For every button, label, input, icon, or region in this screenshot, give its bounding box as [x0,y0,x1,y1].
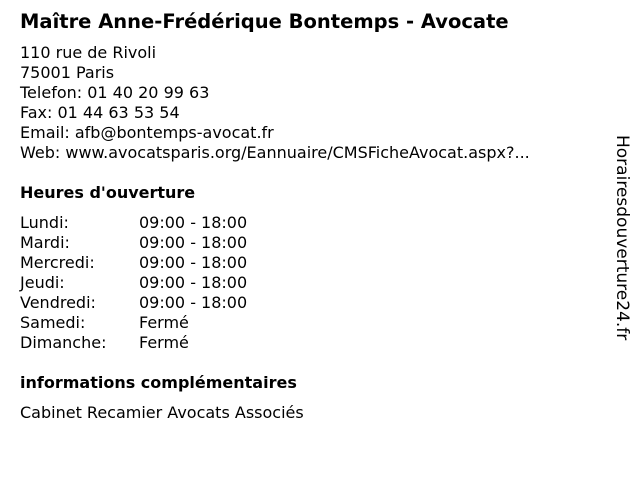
fax-number: Fax: 01 44 63 53 54 [20,103,180,122]
hours-value: 09:00 - 18:00 [139,273,248,292]
hours-value: 09:00 - 18:00 [139,253,248,272]
website-url: Web: www.avocatsparis.org/Eannuaire/CMSFicheAvocat.aspx?... [20,143,530,162]
hours-value: 09:00 - 18:00 [139,213,248,232]
email-address: Email: afb@bontemps-avocat.fr [20,123,274,142]
hours-row-thursday [20,273,320,293]
hours-row-sunday [20,333,320,353]
hours-value: Fermé [139,333,189,352]
hours-row-saturday [20,313,320,333]
phone-number: Telefon: 01 40 20 99 63 [20,83,210,102]
hours-value: 09:00 - 18:00 [139,233,248,252]
opening-hours-table [20,213,320,353]
hours-row-wednesday [20,253,320,273]
day-label: Lundi: [20,213,69,232]
hours-row-monday [20,213,320,233]
day-label: Samedi: [20,313,86,332]
address-city: 75001 Paris [20,63,115,82]
opening-hours-heading: Heures d'ouverture [20,183,196,202]
hours-row-tuesday [20,233,320,253]
page-title: Maître Anne-Frédérique Bontemps - Avocate [20,10,509,33]
day-label: Jeudi: [20,273,65,292]
hours-value: Fermé [139,313,189,332]
day-label: Vendredi: [20,293,96,312]
hours-row-friday [20,293,320,313]
day-label: Mercredi: [20,253,95,272]
address-street: 110 rue de Rivoli [20,43,157,62]
site-watermark: Horairesdouverture24.fr [612,135,632,341]
contact-block [20,43,530,163]
day-label: Mardi: [20,233,70,252]
additional-info-heading: informations complémentaires [20,373,297,392]
day-label: Dimanche: [20,333,107,352]
hours-value: 09:00 - 18:00 [139,293,248,312]
additional-info-text: Cabinet Recamier Avocats Associés [20,403,304,422]
